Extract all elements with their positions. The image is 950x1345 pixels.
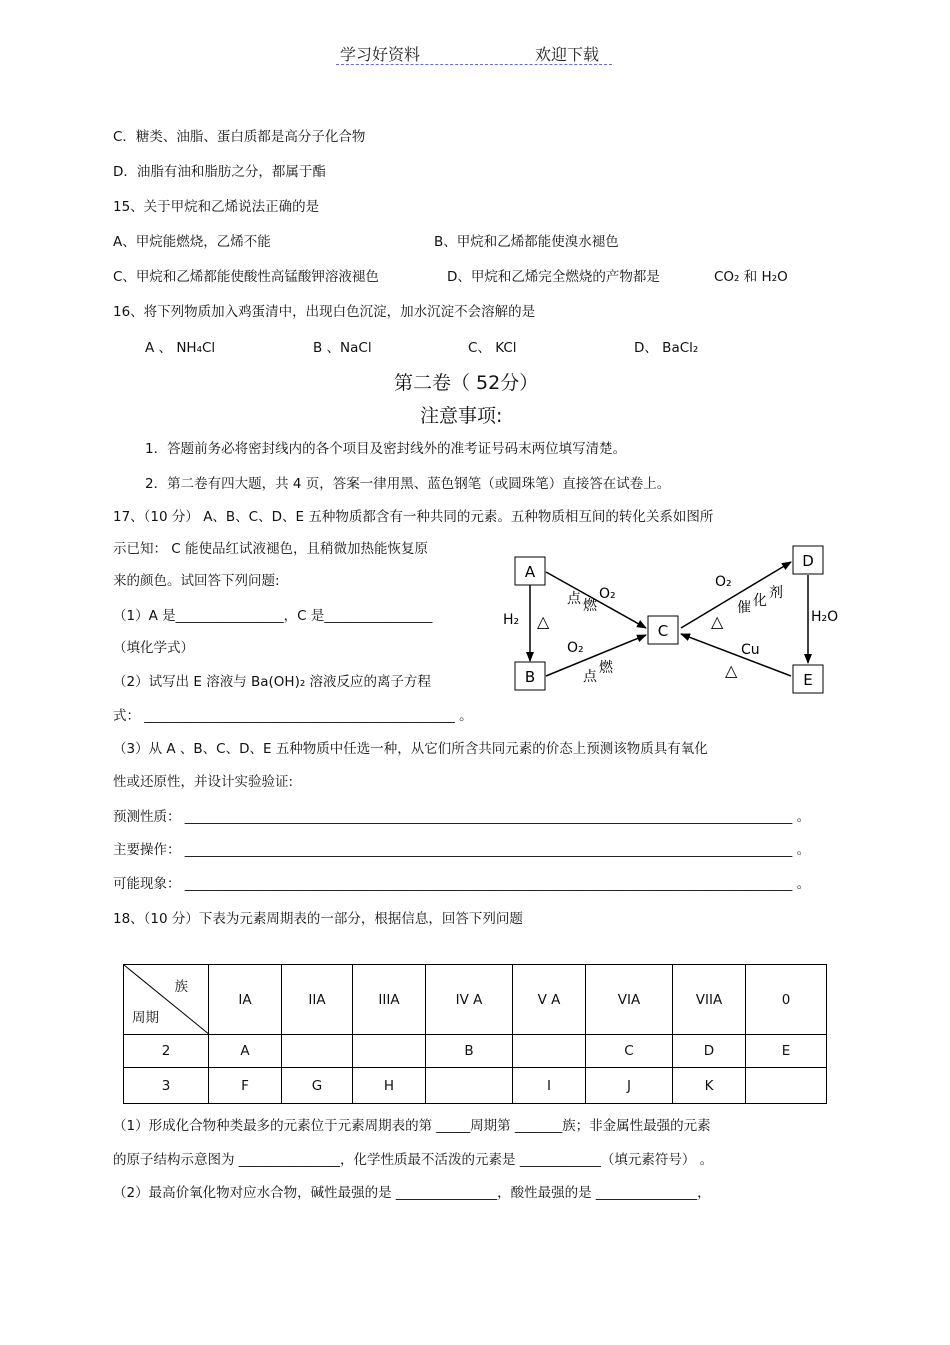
header-left: 学习好资料 [340, 45, 421, 64]
period-cell: 3 [124, 1068, 209, 1104]
q17-stem-2: 示已知： C 能使品红试液褪色，且稍微加热能恢复原 [113, 541, 429, 557]
node-d: D [802, 552, 814, 570]
q17-stem: 17、（10 分） A、B、C、D、E 五种物质都含有一种共同的元素。五种物质相互间的转化关系如图所 [113, 509, 714, 525]
label-h2o: H₂O [811, 609, 839, 625]
group-header: VIA [586, 965, 673, 1035]
label-delta-e-c: △ [725, 661, 738, 680]
group-header: IA [209, 965, 282, 1035]
element-cell [426, 1068, 513, 1104]
q16-option-a: A 、 NH₄Cl [145, 340, 216, 356]
notice-item-2: 2．第二卷有四大题，共 4 页，答案一律用黑、蓝色钢笔（或圆珠笔）直接答在试卷上。 [145, 476, 671, 492]
label-o2-c-d: O₂ [715, 574, 732, 590]
q15-option-d: D、甲烷和乙烯完全燃烧的产物都是 [447, 269, 660, 285]
element-cell: K [673, 1068, 746, 1104]
q17-part-2: （2）试写出 E 溶液与 Ba(OH)₂ 溶液反应的离子方程 [113, 674, 432, 690]
q16-option-d: D、 BaCl₂ [634, 340, 699, 356]
element-cell [513, 1035, 586, 1068]
q18-part-1: （1）形成化合物种类最多的元素位于元素周期表的第 _____周期第 _______族；非金属性最强的元素 [113, 1118, 711, 1134]
corner-period-label: 周期 [132, 1010, 159, 1026]
q17-predict-line: 预测性质： __________________________________________________________________________________________ 。 [113, 809, 811, 825]
q16-stem: 16、将下列物质加入鸡蛋清中，出现白色沉淀，加水沉淀不会溶解的是 [113, 304, 536, 320]
group-header: V A [513, 965, 586, 1035]
node-b: B [524, 668, 536, 686]
notice-title: 注意事项: [420, 405, 503, 427]
node-e: E [803, 671, 813, 689]
reaction-scheme-diagram [495, 535, 855, 700]
q14-option-c: C．糖类、油脂、蛋白质都是高分子化合物 [113, 129, 366, 145]
table-corner-cell [124, 965, 209, 1035]
q15-stem: 15、关于甲烷和乙烯说法正确的是 [113, 199, 320, 215]
element-cell: D [673, 1035, 746, 1068]
group-header: IIIA [353, 965, 426, 1035]
section-title: 第二卷（ 52分） [394, 372, 539, 394]
element-cell: B [426, 1035, 513, 1068]
q17-stem-3: 来的颜色。试回答下列问题: [113, 573, 280, 589]
q17-part-1-note: （填化学式） [113, 640, 194, 656]
corner-group-label: 族 [174, 979, 188, 995]
label-cuihua-3: 剂 [769, 585, 783, 601]
label-delta-c-d: △ [711, 612, 724, 631]
q18-part-1b: 的原子结构示意图为 _______________，化学性质最不活泼的元素是 ____________（填元素符号） 。 [113, 1152, 714, 1168]
label-dianran-1: 点 [567, 591, 581, 607]
element-cell: J [586, 1068, 673, 1104]
element-cell: E [746, 1035, 827, 1068]
q15-option-c: C、甲烷和乙烯都能使酸性高锰酸钾溶液褪色 [113, 269, 379, 285]
element-cell [282, 1035, 353, 1068]
q15-option-b: B、甲烷和乙烯都能使溴水褪色 [434, 234, 619, 250]
element-cell: C [586, 1035, 673, 1068]
table-row [124, 1068, 827, 1104]
q17-part-1: （1）A 是________________，C 是________________ [113, 608, 433, 624]
period-cell: 2 [124, 1035, 209, 1068]
element-cell [746, 1068, 827, 1104]
q17-phenomenon-line: 可能现象： __________________________________________________________________________________________ 。 [113, 876, 811, 892]
label-cuihua-2: 化 [753, 593, 767, 609]
table-row [124, 1035, 827, 1068]
q15-option-d-products: CO₂ 和 H₂O [714, 269, 788, 285]
header-right: 欢迎下载 [535, 45, 600, 64]
label-h2: H₂ [503, 612, 520, 628]
notice-item-1: 1．答题前务必将密封线内的各个项目及密封线外的准考证号码末两位填写清楚。 [145, 441, 627, 457]
node-c: C [657, 622, 669, 640]
element-cell: H [353, 1068, 426, 1104]
periodic-table-excerpt [123, 964, 827, 1104]
label-o2-a-c: O₂ [599, 586, 616, 602]
group-header: IIA [282, 965, 353, 1035]
label-delta-a-b: △ [537, 612, 550, 631]
label-dianran-4: 点 [583, 669, 597, 685]
q18-part-2: （2）最高价氧化物对应水合物，碱性最强的是 _______________，酸性最强的是 _______________， [113, 1185, 711, 1201]
node-a: A [524, 563, 536, 581]
element-cell [353, 1035, 426, 1068]
element-cell: G [282, 1068, 353, 1104]
element-cell: F [209, 1068, 282, 1104]
q15-option-a: A、甲烷能燃烧，乙烯不能 [113, 234, 271, 250]
header-divider [336, 64, 612, 65]
q16-option-b: B 、NaCl [313, 340, 372, 356]
q17-part-3b: 性或还原性，并设计实验验证: [113, 774, 294, 790]
q17-part-2-blank: 式： ______________________________________________ 。 [113, 708, 473, 724]
label-cu: Cu [741, 642, 760, 658]
element-cell: A [209, 1035, 282, 1068]
q14-option-d: D．油脂有油和脂肪之分，都属于酯 [113, 164, 326, 180]
group-header: 0 [746, 965, 827, 1035]
label-dianran-2: 燃 [583, 598, 597, 614]
q17-part-3: （3）从 A 、B、C、D、E 五种物质中任选一种，从它们所含共同元素的价态上预测该物质具有氧化 [113, 741, 708, 757]
label-cuihua-1: 催 [737, 600, 751, 616]
label-dianran-3: 燃 [599, 660, 613, 676]
element-cell: I [513, 1068, 586, 1104]
group-header: VIIA [673, 965, 746, 1035]
label-o2-b-c: O₂ [567, 640, 584, 656]
q17-operation-line: 主要操作： __________________________________________________________________________________________ 。 [113, 842, 811, 858]
q18-stem: 18、（10 分）下表为元素周期表的一部分，根据信息，回答下列问题 [113, 911, 523, 927]
q16-option-c: C、 KCl [468, 340, 517, 356]
group-header: IV A [426, 965, 513, 1035]
